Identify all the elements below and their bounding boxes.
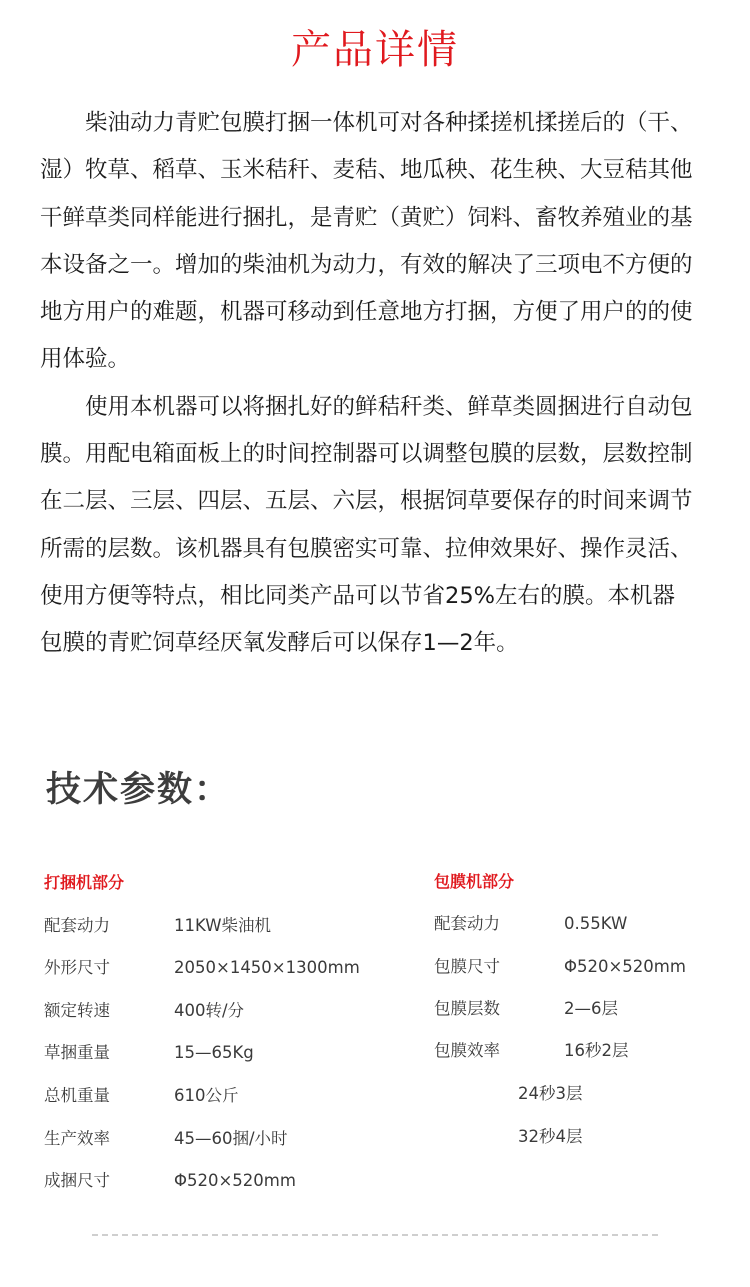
spec-label: 包膜效率 [434, 1041, 500, 1060]
spec-value: 16秒2层 [564, 1041, 629, 1060]
spec-value: 400转/分 [174, 1001, 245, 1020]
spec-value: 2—6层 [564, 999, 618, 1018]
spec-label: 包膜层数 [434, 999, 500, 1018]
spec-value: Φ520×520mm [564, 957, 686, 976]
wrapper-section-title: 包膜机部分 [434, 872, 515, 891]
spec-label: 配套动力 [434, 914, 500, 933]
spec-label: 草捆重量 [44, 1043, 110, 1062]
page-title: 产品详情 [291, 27, 459, 73]
spec-label: 外形尺寸 [44, 958, 110, 977]
spec-value: 45—60捆/小时 [174, 1129, 288, 1148]
spec-label: 成捆尺寸 [44, 1171, 110, 1190]
divider [92, 1234, 658, 1236]
spec-value: 610公斤 [174, 1086, 239, 1105]
intro-paragraph-2: 使用本机器可以将捆扎好的鲜秸秆类、鲜草类圆捆进行自动包膜。用配电箱面板上的时间控制器可以调整包膜的层数，层数控制在二层、三层、四层、五层、六层，根据饲草要保存的时间来调节所需的层数。该机器具有包膜密实可靠、拉伸效果好、操作灵活、使用方便等特点，相比同类产品可以节省25%左右的膜。本机器包膜的青贮饲草经厌氧发酵后可以保存1—2年。 [40, 393, 693, 657]
spec-value: 0.55KW [564, 914, 628, 933]
spec-label: 生产效率 [44, 1129, 110, 1148]
intro-paragraph-1: 柴油动力青贮包膜打捆一体机可对各种揉搓机揉搓后的（干、湿）牧草、稻草、玉米秸秆、麦秸、地瓜秧、花生秧、大豆秸其他干鲜草类同样能进行捆扎，是青贮（黄贮）饲料、畜牧养殖业的基本设备之一。增加的柴油机为动力，有效的解决了三项电不方便的地方用户的难题，机器可移动到任意地方打捆，方便了用户的的使用体验。 [40, 110, 693, 373]
spec-value: 11KW柴油机 [174, 916, 272, 935]
spec-label: 包膜尺寸 [434, 957, 500, 976]
wrapper-efficiency-extra: 32秒4层 [518, 1127, 583, 1146]
spec-value: Φ520×520mm [174, 1171, 296, 1190]
spec-value: 15—65Kg [174, 1043, 254, 1062]
wrapper-efficiency-extra: 24秒3层 [518, 1084, 583, 1103]
spec-label: 配套动力 [44, 916, 110, 935]
baler-section-title: 打捆机部分 [44, 873, 125, 892]
spec-heading: 技术参数： [46, 770, 232, 810]
spec-label: 总机重量 [44, 1086, 110, 1105]
spec-value: 2050×1450×1300mm [174, 958, 360, 977]
intro-text [40, 100, 695, 668]
spec-label: 额定转速 [44, 1001, 110, 1020]
